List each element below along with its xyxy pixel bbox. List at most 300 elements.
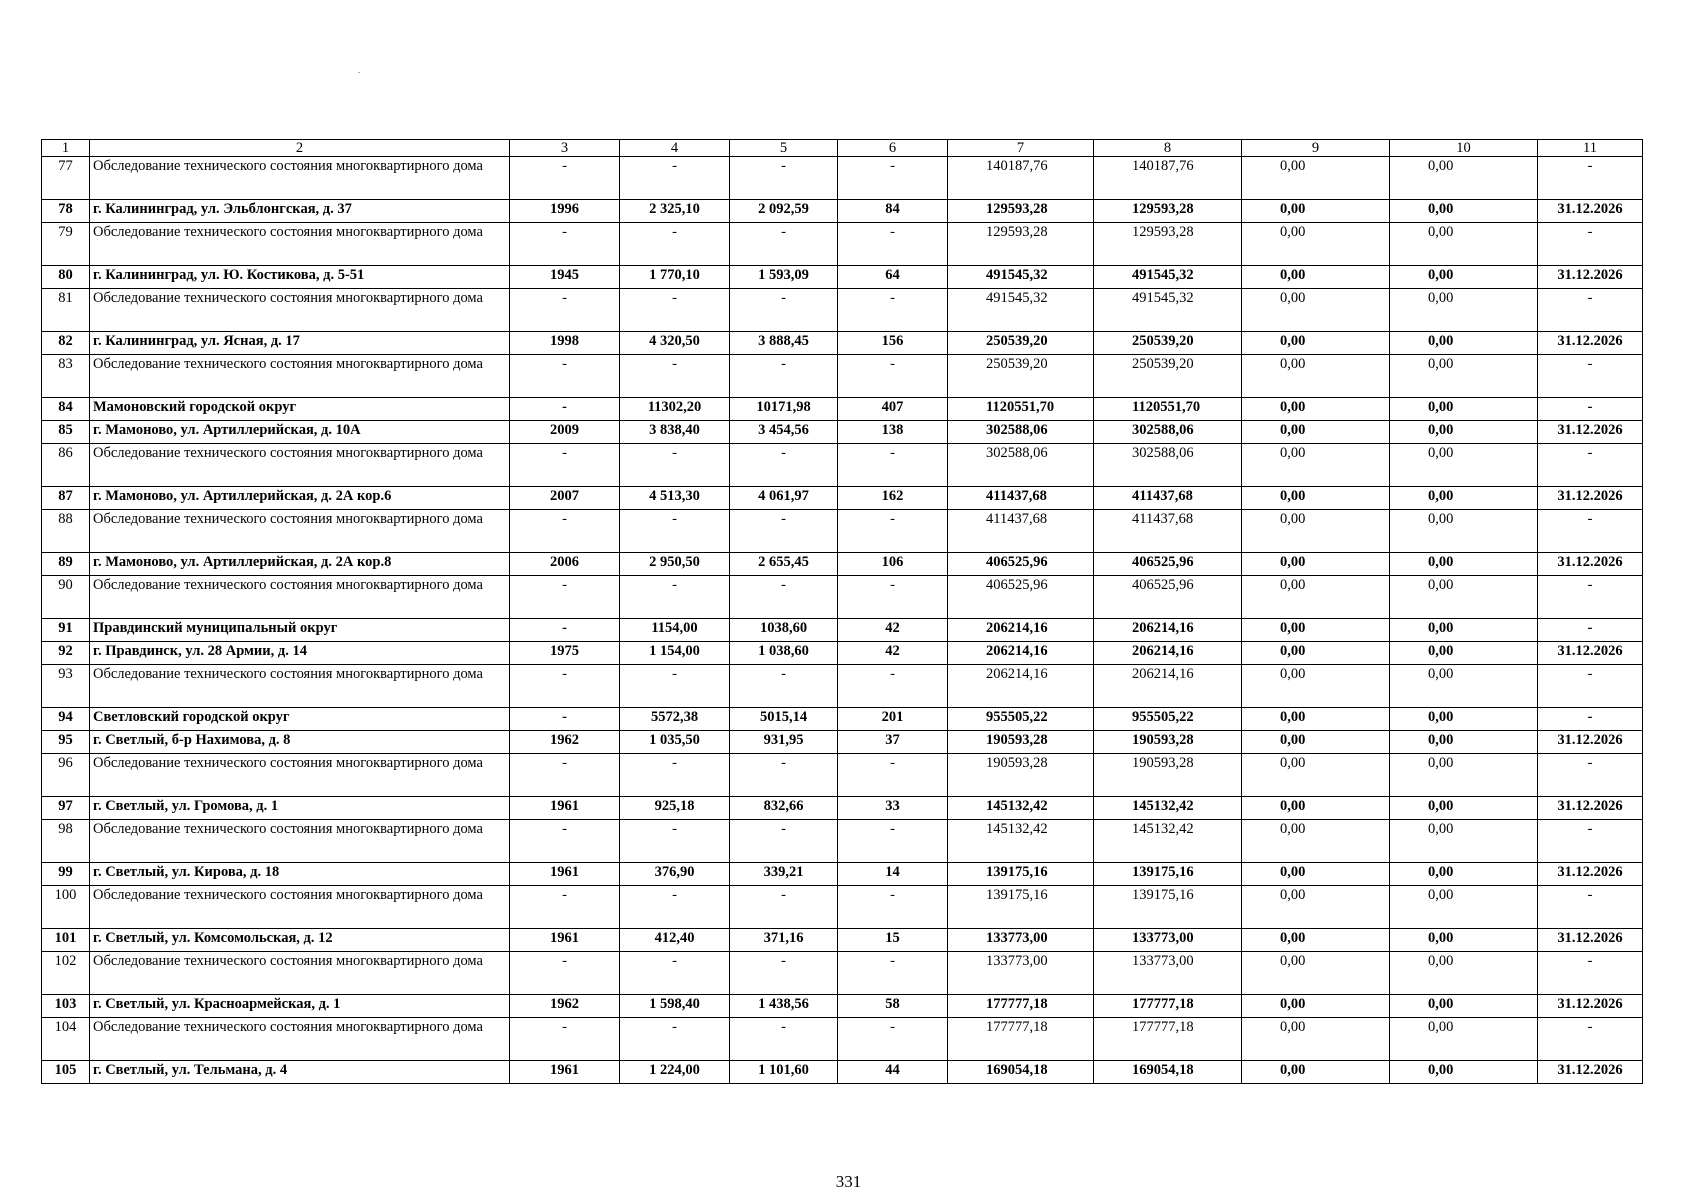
table-row xyxy=(42,797,1643,820)
table-row xyxy=(42,266,1643,289)
cost-total-cell: 129593,28 xyxy=(948,223,1094,266)
year-cell: - xyxy=(510,886,620,929)
cost-budget-cell: 0,00 xyxy=(1242,708,1390,731)
cost-other-cell: 0,00 xyxy=(1390,731,1538,754)
cost-budget-cell: 0,00 xyxy=(1242,200,1390,223)
area-living-cell: 1 593,09 xyxy=(730,266,838,289)
object-name-cell: г. Мамоново, ул. Артиллерийская, д. 2А кор.8 xyxy=(90,553,510,576)
table-row xyxy=(42,665,1643,708)
table-row xyxy=(42,1018,1643,1061)
cost-total-cell: 411437,68 xyxy=(948,487,1094,510)
residents-cell: 14 xyxy=(838,863,948,886)
residents-cell: 15 xyxy=(838,929,948,952)
residents-cell: 156 xyxy=(838,332,948,355)
cost-fund-cell: 491545,32 xyxy=(1094,289,1242,332)
year-cell: 2009 xyxy=(510,421,620,444)
cost-fund-cell: 206214,16 xyxy=(1094,665,1242,708)
deadline-cell: 31.12.2026 xyxy=(1538,995,1643,1018)
deadline-cell: 31.12.2026 xyxy=(1538,487,1643,510)
deadline-cell: - xyxy=(1538,289,1643,332)
cost-budget-cell: 0,00 xyxy=(1242,576,1390,619)
row-number-cell: 103 xyxy=(42,995,90,1018)
residents-cell: 138 xyxy=(838,421,948,444)
page-number: 331 xyxy=(835,1172,862,1191)
residents-cell: 106 xyxy=(838,553,948,576)
area-living-cell: 5015,14 xyxy=(730,708,838,731)
cost-total-cell: 169054,18 xyxy=(948,1061,1094,1084)
area-total-cell: 4 320,50 xyxy=(620,332,730,355)
cost-other-cell: 0,00 xyxy=(1390,355,1538,398)
cost-other-cell: 0,00 xyxy=(1390,995,1538,1018)
cost-total-cell: 1120551,70 xyxy=(948,398,1094,421)
object-name-cell: Обследование технического состояния многоквартирного дома xyxy=(90,952,510,995)
table-row xyxy=(42,642,1643,665)
cost-fund-cell: 250539,20 xyxy=(1094,332,1242,355)
table-row xyxy=(42,863,1643,886)
cost-total-cell: 406525,96 xyxy=(948,576,1094,619)
area-living-cell: - xyxy=(730,510,838,553)
cost-other-cell: 0,00 xyxy=(1390,708,1538,731)
cost-budget-cell: 0,00 xyxy=(1242,929,1390,952)
cost-other-cell: 0,00 xyxy=(1390,510,1538,553)
cost-fund-cell: 133773,00 xyxy=(1094,952,1242,995)
cost-other-cell: 0,00 xyxy=(1390,754,1538,797)
row-number-cell: 91 xyxy=(42,619,90,642)
cost-budget-cell: 0,00 xyxy=(1242,886,1390,929)
cost-budget-cell: 0,00 xyxy=(1242,1061,1390,1084)
area-total-cell: - xyxy=(620,952,730,995)
table-body xyxy=(42,140,1643,1084)
deadline-cell: - xyxy=(1538,355,1643,398)
residents-cell: 84 xyxy=(838,200,948,223)
area-total-cell: - xyxy=(620,289,730,332)
area-total-cell: 11302,20 xyxy=(620,398,730,421)
cost-other-cell: 0,00 xyxy=(1390,398,1538,421)
column-number-row xyxy=(42,140,1643,157)
table-row xyxy=(42,576,1643,619)
cost-other-cell: 0,00 xyxy=(1390,820,1538,863)
object-name-cell: г. Мамоново, ул. Артиллерийская, д. 10А xyxy=(90,421,510,444)
scan-speck xyxy=(358,72,360,73)
table-row xyxy=(42,289,1643,332)
object-name-cell: г. Светлый, ул. Комсомольская, д. 12 xyxy=(90,929,510,952)
cost-other-cell: 0,00 xyxy=(1390,266,1538,289)
cost-total-cell: 491545,32 xyxy=(948,289,1094,332)
row-number-cell: 83 xyxy=(42,355,90,398)
cost-budget-cell: 0,00 xyxy=(1242,820,1390,863)
cost-fund-cell: 177777,18 xyxy=(1094,1018,1242,1061)
year-cell: 2006 xyxy=(510,553,620,576)
cost-fund-cell: 139175,16 xyxy=(1094,886,1242,929)
cost-other-cell: 0,00 xyxy=(1390,1018,1538,1061)
row-number-cell: 105 xyxy=(42,1061,90,1084)
row-number-cell: 77 xyxy=(42,157,90,200)
deadline-cell: - xyxy=(1538,708,1643,731)
row-number-cell: 96 xyxy=(42,754,90,797)
area-living-cell: 339,21 xyxy=(730,863,838,886)
object-name-cell: Обследование технического состояния многоквартирного дома xyxy=(90,223,510,266)
object-name-cell: г. Светлый, ул. Красноармейская, д. 1 xyxy=(90,995,510,1018)
area-total-cell: - xyxy=(620,223,730,266)
area-total-cell: 1 035,50 xyxy=(620,731,730,754)
cost-budget-cell: 0,00 xyxy=(1242,665,1390,708)
cost-other-cell: 0,00 xyxy=(1390,444,1538,487)
object-name-cell: Правдинский муниципальный округ xyxy=(90,619,510,642)
area-total-cell: 1 154,00 xyxy=(620,642,730,665)
object-name-cell: Обследование технического состояния многоквартирного дома xyxy=(90,576,510,619)
deadline-cell: 31.12.2026 xyxy=(1538,929,1643,952)
cost-fund-cell: 206214,16 xyxy=(1094,642,1242,665)
deadline-cell: - xyxy=(1538,157,1643,200)
cost-total-cell: 129593,28 xyxy=(948,200,1094,223)
row-number-cell: 80 xyxy=(42,266,90,289)
deadline-cell: 31.12.2026 xyxy=(1538,332,1643,355)
cost-fund-cell: 411437,68 xyxy=(1094,487,1242,510)
row-number-cell: 82 xyxy=(42,332,90,355)
cost-fund-cell: 302588,06 xyxy=(1094,444,1242,487)
row-number-cell: 99 xyxy=(42,863,90,886)
year-cell: - xyxy=(510,157,620,200)
area-total-cell: - xyxy=(620,444,730,487)
year-cell: 1961 xyxy=(510,797,620,820)
cost-fund-cell: 169054,18 xyxy=(1094,1061,1242,1084)
year-cell: 1962 xyxy=(510,731,620,754)
cost-budget-cell: 0,00 xyxy=(1242,797,1390,820)
year-cell: 2007 xyxy=(510,487,620,510)
object-name-cell: Обследование технического состояния многоквартирного дома xyxy=(90,886,510,929)
table-row xyxy=(42,754,1643,797)
cost-total-cell: 177777,18 xyxy=(948,1018,1094,1061)
deadline-cell: - xyxy=(1538,665,1643,708)
row-number-cell: 86 xyxy=(42,444,90,487)
residents-cell: 407 xyxy=(838,398,948,421)
cost-total-cell: 250539,20 xyxy=(948,355,1094,398)
object-name-cell: г. Калининград, ул. Ю. Костикова, д. 5-51 xyxy=(90,266,510,289)
deadline-cell: 31.12.2026 xyxy=(1538,553,1643,576)
area-living-cell: - xyxy=(730,886,838,929)
deadline-cell: - xyxy=(1538,444,1643,487)
table-row xyxy=(42,355,1643,398)
cost-fund-cell: 133773,00 xyxy=(1094,929,1242,952)
object-name-cell: Обследование технического состояния многоквартирного дома xyxy=(90,665,510,708)
deadline-cell: - xyxy=(1538,510,1643,553)
cost-budget-cell: 0,00 xyxy=(1242,754,1390,797)
area-total-cell: 376,90 xyxy=(620,863,730,886)
deadline-cell: 31.12.2026 xyxy=(1538,642,1643,665)
object-name-cell: Обследование технического состояния многоквартирного дома xyxy=(90,754,510,797)
area-total-cell: - xyxy=(620,157,730,200)
residents-cell: - xyxy=(838,576,948,619)
year-cell: - xyxy=(510,444,620,487)
area-total-cell: 5572,38 xyxy=(620,708,730,731)
cost-total-cell: 139175,16 xyxy=(948,886,1094,929)
cost-budget-cell: 0,00 xyxy=(1242,553,1390,576)
table-row xyxy=(42,553,1643,576)
table-row xyxy=(42,995,1643,1018)
cost-total-cell: 190593,28 xyxy=(948,754,1094,797)
residents-cell: - xyxy=(838,444,948,487)
header-cell: 7 xyxy=(948,140,1094,157)
year-cell: 1961 xyxy=(510,929,620,952)
row-number-cell: 104 xyxy=(42,1018,90,1061)
object-name-cell: Светловский городской округ xyxy=(90,708,510,731)
deadline-cell: 31.12.2026 xyxy=(1538,863,1643,886)
year-cell: - xyxy=(510,510,620,553)
cost-budget-cell: 0,00 xyxy=(1242,487,1390,510)
cost-other-cell: 0,00 xyxy=(1390,665,1538,708)
header-cell: 10 xyxy=(1390,140,1538,157)
cost-other-cell: 0,00 xyxy=(1390,619,1538,642)
row-number-cell: 93 xyxy=(42,665,90,708)
table-row xyxy=(42,820,1643,863)
cost-fund-cell: 250539,20 xyxy=(1094,355,1242,398)
year-cell: 1961 xyxy=(510,1061,620,1084)
residents-cell: - xyxy=(838,952,948,995)
cost-other-cell: 0,00 xyxy=(1390,200,1538,223)
deadline-cell: - xyxy=(1538,223,1643,266)
residents-cell: - xyxy=(838,665,948,708)
area-living-cell: 832,66 xyxy=(730,797,838,820)
header-cell: 3 xyxy=(510,140,620,157)
cost-other-cell: 0,00 xyxy=(1390,863,1538,886)
cost-budget-cell: 0,00 xyxy=(1242,995,1390,1018)
area-living-cell: - xyxy=(730,355,838,398)
year-cell: 1945 xyxy=(510,266,620,289)
cost-total-cell: 177777,18 xyxy=(948,995,1094,1018)
area-living-cell: - xyxy=(730,1018,838,1061)
cost-other-cell: 0,00 xyxy=(1390,157,1538,200)
header-cell: 4 xyxy=(620,140,730,157)
cost-budget-cell: 0,00 xyxy=(1242,157,1390,200)
cost-budget-cell: 0,00 xyxy=(1242,421,1390,444)
cost-other-cell: 0,00 xyxy=(1390,332,1538,355)
deadline-cell: 31.12.2026 xyxy=(1538,266,1643,289)
object-name-cell: г. Калининград, ул. Эльблонгская, д. 37 xyxy=(90,200,510,223)
residents-cell: - xyxy=(838,886,948,929)
table-row xyxy=(42,510,1643,553)
cost-budget-cell: 0,00 xyxy=(1242,863,1390,886)
cost-other-cell: 0,00 xyxy=(1390,952,1538,995)
cost-fund-cell: 129593,28 xyxy=(1094,223,1242,266)
area-total-cell: 2 950,50 xyxy=(620,553,730,576)
cost-fund-cell: 190593,28 xyxy=(1094,754,1242,797)
area-total-cell: - xyxy=(620,886,730,929)
cost-total-cell: 145132,42 xyxy=(948,797,1094,820)
deadline-cell: - xyxy=(1538,820,1643,863)
area-living-cell: - xyxy=(730,576,838,619)
residents-cell: - xyxy=(838,289,948,332)
cost-fund-cell: 140187,76 xyxy=(1094,157,1242,200)
cost-total-cell: 411437,68 xyxy=(948,510,1094,553)
area-living-cell: - xyxy=(730,289,838,332)
deadline-cell: - xyxy=(1538,754,1643,797)
area-living-cell: 3 454,56 xyxy=(730,421,838,444)
area-living-cell: - xyxy=(730,952,838,995)
object-name-cell: г. Правдинск, ул. 28 Армии, д. 14 xyxy=(90,642,510,665)
cost-total-cell: 302588,06 xyxy=(948,444,1094,487)
table-row xyxy=(42,708,1643,731)
cost-budget-cell: 0,00 xyxy=(1242,289,1390,332)
area-living-cell: - xyxy=(730,754,838,797)
cost-fund-cell: 139175,16 xyxy=(1094,863,1242,886)
object-name-cell: Мамоновский городской округ xyxy=(90,398,510,421)
row-number-cell: 88 xyxy=(42,510,90,553)
deadline-cell: - xyxy=(1538,886,1643,929)
table-row xyxy=(42,952,1643,995)
area-total-cell: 412,40 xyxy=(620,929,730,952)
year-cell: - xyxy=(510,820,620,863)
row-number-cell: 98 xyxy=(42,820,90,863)
cost-fund-cell: 406525,96 xyxy=(1094,553,1242,576)
cost-other-cell: 0,00 xyxy=(1390,886,1538,929)
residents-cell: - xyxy=(838,1018,948,1061)
cost-other-cell: 0,00 xyxy=(1390,553,1538,576)
cost-total-cell: 955505,22 xyxy=(948,708,1094,731)
area-total-cell: 1154,00 xyxy=(620,619,730,642)
residents-cell: 201 xyxy=(838,708,948,731)
year-cell: 1996 xyxy=(510,200,620,223)
row-number-cell: 94 xyxy=(42,708,90,731)
table-row xyxy=(42,398,1643,421)
cost-budget-cell: 0,00 xyxy=(1242,444,1390,487)
residents-cell: - xyxy=(838,157,948,200)
row-number-cell: 101 xyxy=(42,929,90,952)
cost-fund-cell: 955505,22 xyxy=(1094,708,1242,731)
deadline-cell: 31.12.2026 xyxy=(1538,200,1643,223)
area-living-cell: 931,95 xyxy=(730,731,838,754)
cost-fund-cell: 145132,42 xyxy=(1094,797,1242,820)
cost-fund-cell: 129593,28 xyxy=(1094,200,1242,223)
object-name-cell: Обследование технического состояния многоквартирного дома xyxy=(90,820,510,863)
table-row xyxy=(42,332,1643,355)
cost-total-cell: 190593,28 xyxy=(948,731,1094,754)
deadline-cell: - xyxy=(1538,1018,1643,1061)
table-row xyxy=(42,619,1643,642)
row-number-cell: 89 xyxy=(42,553,90,576)
table-row xyxy=(42,886,1643,929)
area-total-cell: 3 838,40 xyxy=(620,421,730,444)
header-cell: 2 xyxy=(90,140,510,157)
header-cell: 6 xyxy=(838,140,948,157)
cost-total-cell: 133773,00 xyxy=(948,929,1094,952)
area-living-cell: 2 092,59 xyxy=(730,200,838,223)
row-number-cell: 100 xyxy=(42,886,90,929)
residents-cell: 44 xyxy=(838,1061,948,1084)
area-living-cell: 1038,60 xyxy=(730,619,838,642)
row-number-cell: 95 xyxy=(42,731,90,754)
area-total-cell: 1 224,00 xyxy=(620,1061,730,1084)
cost-other-cell: 0,00 xyxy=(1390,576,1538,619)
area-living-cell: 1 438,56 xyxy=(730,995,838,1018)
cost-fund-cell: 206214,16 xyxy=(1094,619,1242,642)
object-name-cell: Обследование технического состояния многоквартирного дома xyxy=(90,1018,510,1061)
residents-cell: - xyxy=(838,754,948,797)
area-total-cell: 2 325,10 xyxy=(620,200,730,223)
object-name-cell: Обследование технического состояния многоквартирного дома xyxy=(90,355,510,398)
header-cell: 9 xyxy=(1242,140,1390,157)
cost-fund-cell: 145132,42 xyxy=(1094,820,1242,863)
row-number-cell: 92 xyxy=(42,642,90,665)
cost-fund-cell: 302588,06 xyxy=(1094,421,1242,444)
area-living-cell: 371,16 xyxy=(730,929,838,952)
cost-fund-cell: 1120551,70 xyxy=(1094,398,1242,421)
table-row xyxy=(42,223,1643,266)
cost-fund-cell: 190593,28 xyxy=(1094,731,1242,754)
cost-total-cell: 302588,06 xyxy=(948,421,1094,444)
table-row xyxy=(42,929,1643,952)
area-total-cell: - xyxy=(620,576,730,619)
object-table xyxy=(41,139,1643,1084)
year-cell: 1975 xyxy=(510,642,620,665)
header-cell: 5 xyxy=(730,140,838,157)
residents-cell: 58 xyxy=(838,995,948,1018)
area-living-cell: - xyxy=(730,157,838,200)
cost-budget-cell: 0,00 xyxy=(1242,731,1390,754)
area-living-cell: 1 038,60 xyxy=(730,642,838,665)
deadline-cell: - xyxy=(1538,576,1643,619)
deadline-cell: - xyxy=(1538,619,1643,642)
year-cell: - xyxy=(510,355,620,398)
year-cell: - xyxy=(510,398,620,421)
cost-fund-cell: 406525,96 xyxy=(1094,576,1242,619)
object-name-cell: г. Светлый, б-р Нахимова, д. 8 xyxy=(90,731,510,754)
cost-other-cell: 0,00 xyxy=(1390,223,1538,266)
area-living-cell: - xyxy=(730,444,838,487)
area-total-cell: - xyxy=(620,820,730,863)
area-living-cell: 2 655,45 xyxy=(730,553,838,576)
cost-total-cell: 145132,42 xyxy=(948,820,1094,863)
table-row xyxy=(42,421,1643,444)
object-name-cell: Обследование технического состояния многоквартирного дома xyxy=(90,289,510,332)
year-cell: 1998 xyxy=(510,332,620,355)
row-number-cell: 84 xyxy=(42,398,90,421)
row-number-cell: 78 xyxy=(42,200,90,223)
area-living-cell: 1 101,60 xyxy=(730,1061,838,1084)
area-total-cell: 1 770,10 xyxy=(620,266,730,289)
area-total-cell: - xyxy=(620,754,730,797)
deadline-cell: 31.12.2026 xyxy=(1538,731,1643,754)
deadline-cell: 31.12.2026 xyxy=(1538,421,1643,444)
cost-other-cell: 0,00 xyxy=(1390,421,1538,444)
area-total-cell: - xyxy=(620,355,730,398)
table-row xyxy=(42,157,1643,200)
cost-total-cell: 140187,76 xyxy=(948,157,1094,200)
row-number-cell: 102 xyxy=(42,952,90,995)
cost-other-cell: 0,00 xyxy=(1390,487,1538,510)
row-number-cell: 90 xyxy=(42,576,90,619)
year-cell: 1962 xyxy=(510,995,620,1018)
table-row xyxy=(42,200,1643,223)
row-number-cell: 97 xyxy=(42,797,90,820)
residents-cell: - xyxy=(838,820,948,863)
year-cell: - xyxy=(510,952,620,995)
cost-budget-cell: 0,00 xyxy=(1242,619,1390,642)
residents-cell: - xyxy=(838,510,948,553)
row-number-cell: 79 xyxy=(42,223,90,266)
cost-budget-cell: 0,00 xyxy=(1242,510,1390,553)
cost-budget-cell: 0,00 xyxy=(1242,398,1390,421)
deadline-cell: - xyxy=(1538,398,1643,421)
table-row xyxy=(42,487,1643,510)
area-living-cell: - xyxy=(730,820,838,863)
row-number-cell: 87 xyxy=(42,487,90,510)
residents-cell: 64 xyxy=(838,266,948,289)
year-cell: - xyxy=(510,289,620,332)
cost-budget-cell: 0,00 xyxy=(1242,1018,1390,1061)
deadline-cell: 31.12.2026 xyxy=(1538,1061,1643,1084)
area-living-cell: - xyxy=(730,665,838,708)
area-living-cell: 10171,98 xyxy=(730,398,838,421)
